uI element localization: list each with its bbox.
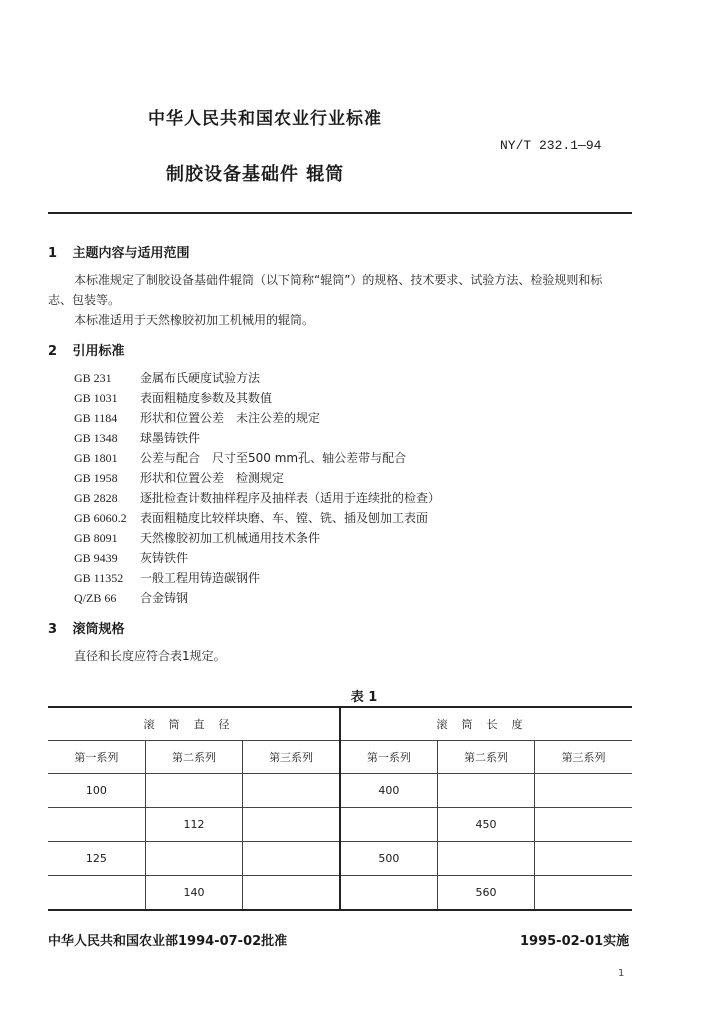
reference-title: 天然橡胶初加工机械通用技术条件 [140, 531, 321, 545]
table-cell [243, 808, 340, 842]
document-title: 制胶设备基础件 辊筒 [166, 164, 345, 185]
table-row [48, 808, 632, 842]
table-cell: 100 [48, 774, 145, 808]
standard-number: NY/T 232.1—94 [500, 138, 602, 153]
section-1-paragraph-1-line-2: 志、包装等。 [48, 293, 121, 307]
group-header-diameter: 滚筒直径 [48, 707, 340, 741]
reference-title: 表面粗糙度参数及其数值 [140, 391, 273, 405]
table-cell [437, 842, 534, 876]
standard-category-title: 中华人民共和国农业行业标准 [148, 109, 382, 129]
section-3-heading [48, 618, 125, 637]
page-number: 1 [618, 968, 625, 979]
reference-code: Q/ZB 66 [74, 591, 117, 605]
table-cell [535, 774, 632, 808]
section-number: 3 [48, 622, 58, 637]
header-divider [48, 212, 632, 214]
reference-title: 球墨铸铁件 [140, 431, 201, 445]
reference-title: 合金铸钢 [140, 591, 189, 605]
reference-title: 一般工程用铸造碳钢件 [140, 571, 261, 585]
table-caption: 表 1 [350, 690, 378, 705]
reference-code: GB 8091 [74, 531, 118, 545]
section-1-paragraph-2: 本标准适用于天然橡胶初加工机械用的辊筒。 [74, 313, 315, 327]
section-number: 1 [48, 246, 58, 261]
column-header: 第一系列 [48, 741, 145, 774]
reference-code: GB 231 [74, 371, 112, 385]
reference-code: GB 1801 [74, 451, 118, 465]
table-cell [243, 876, 340, 911]
reference-title: 金属布氏硬度试验方法 [140, 371, 261, 385]
section-number: 2 [48, 344, 58, 359]
reference-code: GB 9439 [74, 551, 118, 565]
column-header: 第二系列 [437, 741, 534, 774]
section-2-heading [48, 340, 125, 359]
table-cell [48, 876, 145, 911]
reference-code: GB 11352 [74, 571, 124, 585]
table-cell [243, 774, 340, 808]
reference-code: GB 1958 [74, 471, 118, 485]
table-cell [145, 774, 242, 808]
table-row [48, 842, 632, 876]
section-1-paragraph-1-line-1: 本标准规定了制胶设备基础件辊筒（以下简称“辊筒”）的规格、技术要求、试验方法、检验规则和标 [74, 273, 603, 287]
table-row [48, 774, 632, 808]
reference-item [74, 468, 284, 488]
reference-code: GB 1031 [74, 391, 118, 405]
implementation-date: 1995-02-01实施 [520, 934, 630, 949]
table-sub-header-row [48, 741, 632, 774]
table-cell [437, 774, 534, 808]
table-cell: 140 [145, 876, 242, 911]
reference-item [74, 448, 406, 468]
table-cell [535, 808, 632, 842]
table-cell: 500 [340, 842, 437, 876]
reference-code: GB 1348 [74, 431, 118, 445]
reference-item [74, 568, 260, 588]
table-cell [340, 876, 437, 911]
table-cell: 560 [437, 876, 534, 911]
table-cell [243, 842, 340, 876]
reference-item [74, 368, 260, 388]
table-cell [145, 842, 242, 876]
reference-title: 形状和位置公差 未注公差的规定 [140, 411, 321, 425]
table-cell: 400 [340, 774, 437, 808]
approval-date: 中华人民共和国农业部1994-07-02批准 [48, 934, 288, 949]
table-cell [340, 808, 437, 842]
reference-title: 灰铸铁件 [140, 551, 189, 565]
reference-item [74, 588, 188, 608]
table-cell [48, 808, 145, 842]
table-row [48, 876, 632, 911]
reference-code: GB 2828 [74, 491, 118, 505]
table-cell [535, 842, 632, 876]
section-1-heading [48, 242, 190, 261]
reference-title: 形状和位置公差 检测规定 [140, 471, 285, 485]
table-cell: 112 [145, 808, 242, 842]
reference-item [74, 508, 428, 528]
reference-item [74, 548, 188, 568]
table-cell: 450 [437, 808, 534, 842]
reference-item [74, 428, 200, 448]
section-title: 主题内容与适用范围 [72, 246, 190, 261]
roller-spec-table [48, 706, 632, 911]
table-cell [535, 876, 632, 911]
reference-item [74, 388, 272, 408]
column-header: 第二系列 [145, 741, 242, 774]
reference-title: 表面粗糙度比较样块磨、车、镗、铣、插及刨加工表面 [140, 511, 429, 525]
reference-code: GB 1184 [74, 411, 118, 425]
section-title: 引用标准 [72, 344, 125, 359]
section-3-paragraph: 直径和长度应符合表1规定。 [74, 649, 226, 663]
column-header: 第一系列 [340, 741, 437, 774]
reference-title: 逐批检查计数抽样程序及抽样表（适用于连续批的检查） [140, 491, 441, 505]
section-title: 滚筒规格 [72, 622, 125, 637]
table-cell: 125 [48, 842, 145, 876]
group-header-length: 滚筒长度 [340, 707, 632, 741]
reference-title: 公差与配合 尺寸至500 mm孔、轴公差带与配合 [140, 451, 407, 465]
column-header: 第三系列 [535, 741, 632, 774]
reference-code: GB 6060.2 [74, 511, 127, 525]
table-group-header-row [48, 707, 632, 741]
reference-item [74, 488, 440, 508]
reference-item [74, 408, 320, 428]
reference-item [74, 528, 320, 548]
column-header: 第三系列 [243, 741, 340, 774]
